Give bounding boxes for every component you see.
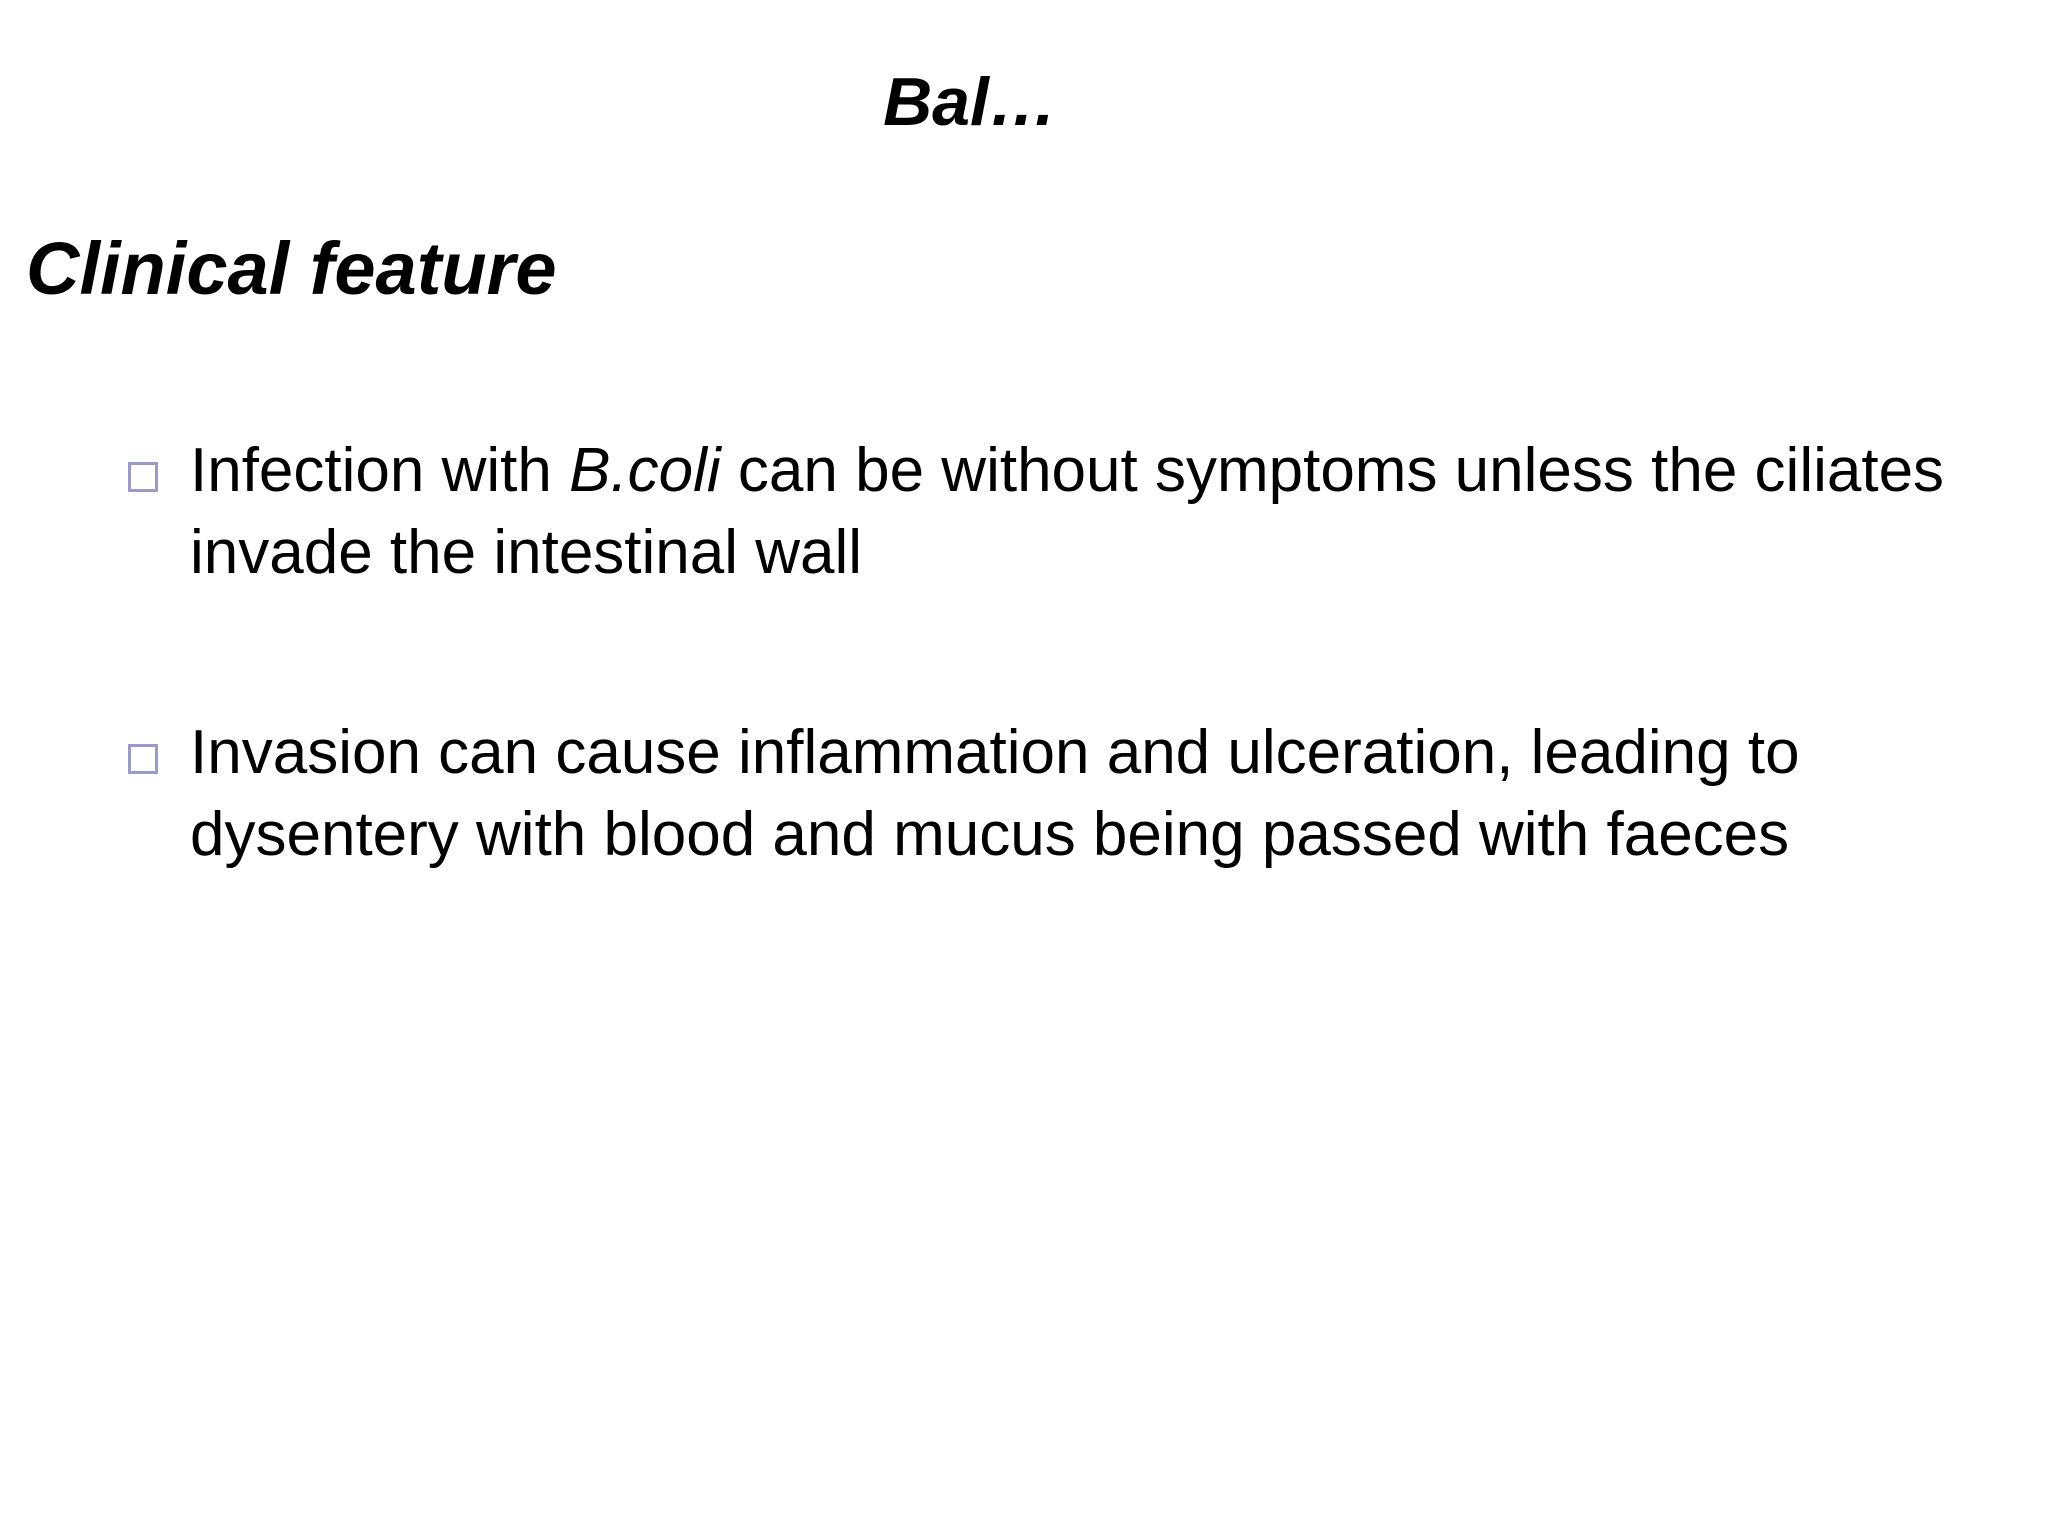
bullet-text-before: Invasion can cause inflammation and ulceration, leading to dysentery with blood and mucus being passed with faeces xyxy=(190,718,1800,869)
organism-name: B.coli xyxy=(569,436,721,505)
square-bullet-icon xyxy=(128,744,158,774)
bullet-text-after: can be without symptoms unless the ciliates invade the intestinal wall xyxy=(190,436,1945,587)
bullet-text xyxy=(190,436,1944,587)
list-item xyxy=(128,430,2008,594)
square-bullet-icon xyxy=(128,462,158,492)
bullet-text-before: Infection with xyxy=(190,436,570,505)
slide-title: Bal… xyxy=(883,64,1057,140)
bullet-list xyxy=(128,430,2008,994)
bullet-text xyxy=(190,718,1800,869)
list-item xyxy=(128,712,2008,876)
section-heading: Clinical feature xyxy=(26,227,557,310)
